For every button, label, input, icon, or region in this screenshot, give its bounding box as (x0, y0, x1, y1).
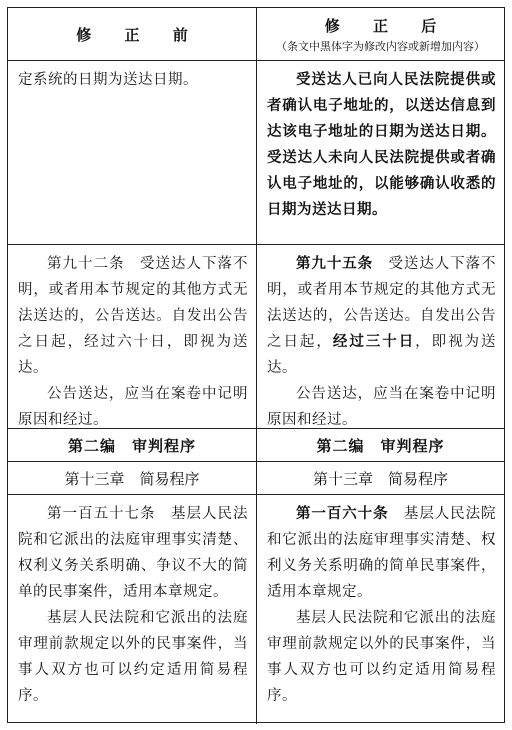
chapter-heading-before: 第十三章 简易程序 (64, 469, 200, 488)
row-public-notice (8, 245, 504, 429)
after-article-160: 第一百六十条 基层人民法院和它派出的法庭审理事实清楚、权利义务关系明确的简单民事案件，适用本章规定。 (267, 506, 496, 600)
before-article-92-p2: 公告送达，应当在案卷中记明原因和经过。 (18, 386, 248, 428)
cell-after (256, 245, 504, 428)
part-heading-after: 第二编 审判程序 (256, 429, 504, 461)
after-text: 受送达人已向人民法院提供或者确认电子地址的，以送达信息到达该电子地址的日期为送达日期。受送达人未向人民法院提供或者确认电子地址的，以能够确认收悉的日期为送达日期。 (267, 72, 496, 218)
part-heading-before: 第二编 审判程序 (67, 436, 196, 455)
row-part-heading (8, 429, 504, 462)
changed-term: 经过三十日 (332, 334, 416, 350)
row-simple-procedure (8, 495, 504, 724)
header-before (8, 8, 256, 60)
row-chapter-heading (8, 462, 504, 495)
after-article-95-p2: 公告送达，应当在案卷中记明原因和经过。 (267, 386, 496, 428)
cell-before (8, 495, 256, 724)
after-article-95: 第九十五条 受送达人下落不明，或者用本节规定的其他方式无法送达的，公告送达。自发出公告之日起，经过三十日，即视为送达。 (267, 256, 497, 376)
header-after-subtitle: （条文中黑体字为修改内容或新增加内容） (276, 39, 485, 53)
chapter-heading-after: 第十三章 简易程序 (256, 462, 504, 494)
cell-before (8, 245, 256, 428)
before-text: 定系统的日期为送达日期。 (18, 72, 198, 88)
before-article-92: 第九十二条 受送达人下落不明，或者用本节规定的其他方式无法送达的，公告送达。自发出公告之日起，经过六十日，即视为送达。 (18, 256, 248, 376)
header-row (8, 8, 504, 61)
header-after-title: 修 正 后 (324, 16, 451, 35)
comparison-table (7, 7, 505, 723)
article-number: 第九十五条 (296, 256, 374, 272)
header-after (256, 8, 504, 60)
before-article-157-p2: 基层人民法院和它派出的法庭审理前款规定以外的民事案件，当事人双方也可以约定适用简易程序。 (18, 610, 248, 704)
header-before-title: 修 正 前 (76, 25, 202, 44)
after-article-160-p2: 基层人民法院和它派出的法庭审理前款规定以外的民事案件，当事人双方也可以约定适用简易程序。 (267, 610, 496, 704)
cell-after (256, 495, 504, 724)
cell-after (256, 61, 504, 244)
article-number: 第一百六十条 (296, 506, 389, 522)
cell-before (8, 61, 256, 244)
row-electronic-service (8, 61, 504, 245)
before-article-157: 第一百五十七条 基层人民法院和它派出的法庭审理事实清楚、权利义务关系明确、争议不大的简单的民事案件，适用本章规定。 (18, 506, 248, 600)
